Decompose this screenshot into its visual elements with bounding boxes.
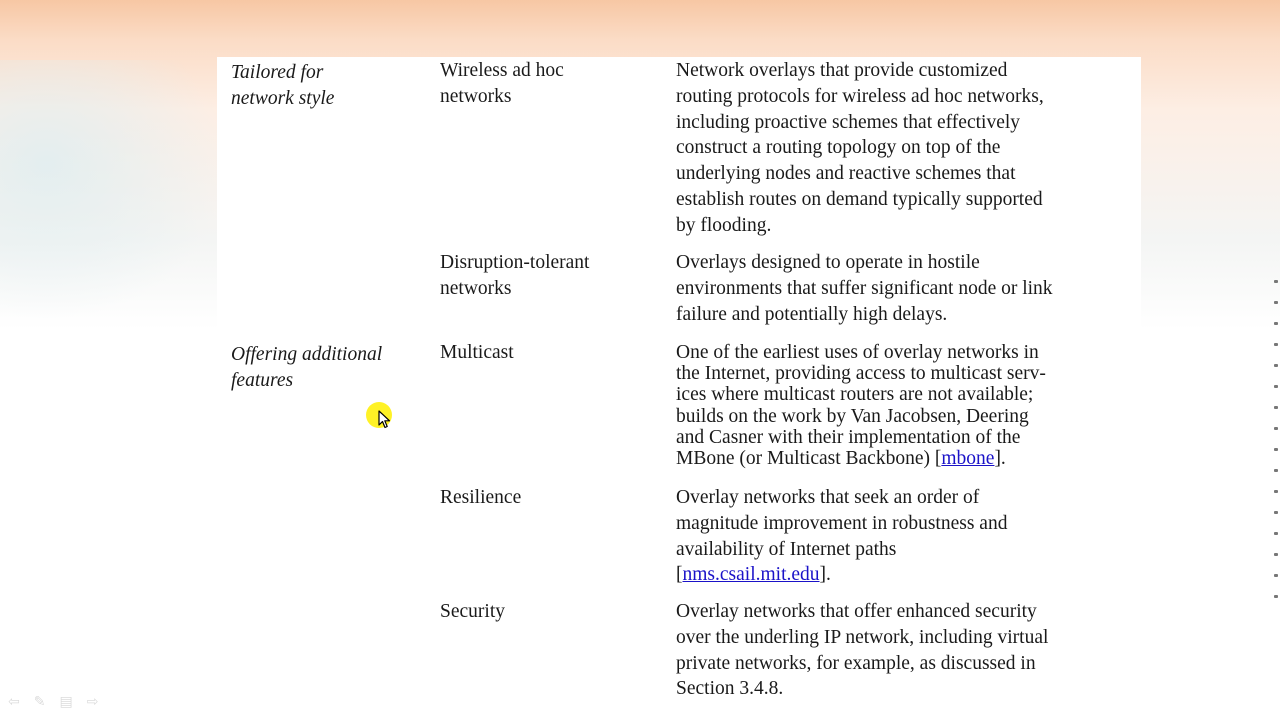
description-wireless: Network overlays that provide customized routing protocols for wireless ad hoc networks, including proactive schemes that effectively construct a routing topology on top of the underlying nodes and reactive schemes that establish routes on demand typically supported by flooding. [676, 60, 1044, 236]
description-disruption-tolerant: Overlays designed to operate in hostile environments that suffer significant node or link failure and potentially high delays. [676, 252, 1053, 325]
feature-multicast: Multicast [440, 342, 514, 363]
pen-icon[interactable]: ✎ [33, 694, 46, 710]
description-security: Overlay networks that offer enhanced security over the underling IP network, including virtual private networks, for example, as discussed in Section 3.4.8. [676, 601, 1049, 700]
background-glow [0, 60, 230, 320]
category-tailored: Tailored for network style [231, 62, 335, 109]
feature-resilience: Resilience [440, 487, 522, 508]
back-arrow-icon[interactable]: ⇦ [8, 694, 20, 710]
description-multicast: One of the earliest uses of overlay networks in the Internet, providing access to multicast serv- ices where multicast routers are not available; builds on the work by Van Jacobsen, Deering and Casner with their implementation of the MBone (or Multicast Backbone) [mbone]. [676, 342, 1046, 470]
category-offering-features: Offering additional features [231, 344, 383, 391]
forward-arrow-icon[interactable]: ⇨ [86, 694, 99, 710]
feature-disruption-tolerant: Disruption-tolerant networks [440, 252, 590, 299]
cursor-arrow-icon [378, 410, 392, 430]
mbone-link[interactable]: mbone [941, 448, 995, 470]
description-resilience: Overlay networks that seek an order of magnitude improvement in robustness and availability of Internet paths [nms.csail.mit.edu]. [676, 487, 1008, 586]
side-scroll-marks [1274, 280, 1280, 616]
document-page [217, 57, 1141, 720]
menu-icon[interactable]: ▤ [59, 694, 73, 710]
feature-security: Security [440, 601, 505, 622]
slide-nav-toolbar [8, 694, 98, 710]
nms-csail-link[interactable]: nms.csail.mit.edu [682, 564, 820, 586]
feature-wireless: Wireless ad hoc networks [440, 60, 564, 107]
pointer-highlight [366, 402, 392, 428]
